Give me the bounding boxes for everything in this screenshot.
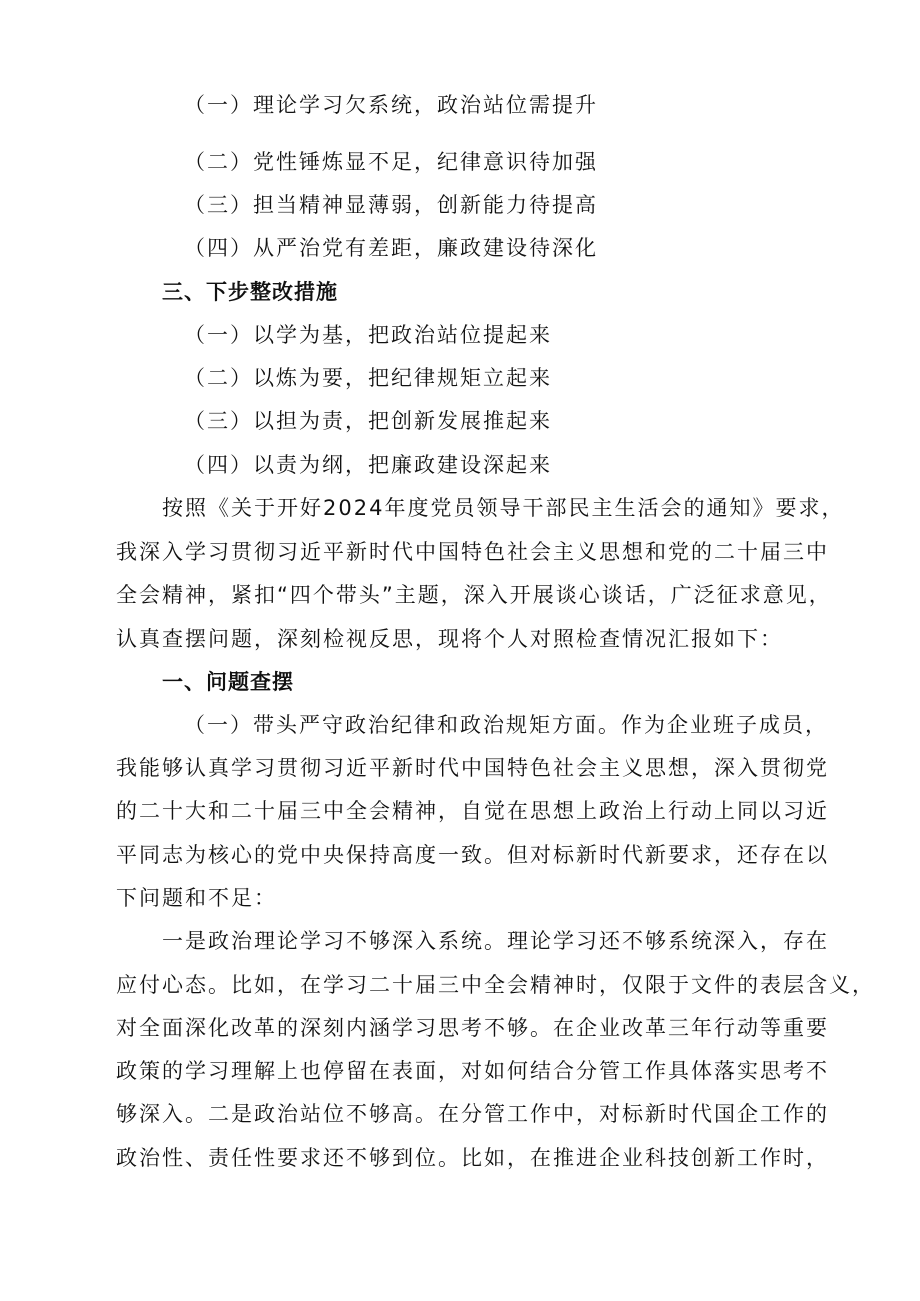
problem-detail-line-5: 够深入。二是政治站位不够高。在分管工作中，对标新时代国企工作的 — [116, 1102, 829, 1126]
problem-outline-item-1: （一）理论学习欠系统，政治站位需提升 — [184, 93, 598, 117]
intro-paragraph-line-3: 全会精神，紧扣“四个带头”主题，深入开展谈心谈话，广泛征求意见， — [116, 583, 832, 607]
subsection-one-line-2: 我能够认真学习贯彻习近平新时代中国特色社会主义思想，深入贯彻党 — [116, 756, 829, 780]
problem-detail-line-4: 政策的学习理解上也停留在表面，对如何结合分管工作具体落实思考不 — [116, 1059, 829, 1083]
intro-paragraph-line-2: 我深入学习贯彻习近平新时代中国特色社会主义思想和党的二十届三中 — [116, 540, 829, 564]
problem-detail-line-3: 对全面深化改革的深刻内涵学习思考不够。在企业改革三年行动等重要 — [116, 1016, 829, 1040]
subsection-one-line-5: 下问题和不足： — [116, 886, 277, 910]
subsection-one-line-4: 平同志为核心的党中央保持高度一致。但对标新时代新要求，还存在以 — [116, 843, 829, 867]
measure-outline-item-2: （二）以炼为要，把纪律规矩立起来 — [184, 366, 552, 390]
problem-detail-line-2: 应付心态。比如，在学习二十届三中全会精神时，仅限于文件的表层含义， — [116, 973, 875, 997]
measure-outline-item-3: （三）以担为责，把创新发展推起来 — [184, 409, 552, 433]
subsection-one-line-3: 的二十大和二十届三中全会精神，自觉在思想上政治上行动上同以习近 — [116, 799, 829, 823]
problem-outline-item-3: （三）担当精神显薄弱，创新能力待提高 — [184, 193, 598, 217]
problem-outline-item-4: （四）从严治党有差距，廉政建设待深化 — [184, 236, 598, 260]
intro-paragraph-line-1: 按照《关于开好2024年度党员领导干部民主生活会的通知》要求， — [162, 496, 845, 520]
section-three-heading: 三、下步整改措施 — [162, 280, 338, 304]
intro-paragraph-line-4: 认真查摆问题，深刻检视反思，现将个人对照检查情况汇报如下： — [116, 627, 783, 651]
problem-outline-item-2: （二）党性锤炼显不足，纪律意识待加强 — [184, 150, 598, 174]
measure-outline-item-1: （一）以学为基，把政治站位提起来 — [184, 323, 552, 347]
measure-outline-item-4: （四）以责为纲，把廉政建设深起来 — [184, 453, 552, 477]
subsection-one-line-1: （一）带头严守政治纪律和政治规矩方面。作为企业班子成员， — [184, 713, 828, 737]
problem-detail-line-6: 政治性、责任性要求还不够到位。比如，在推进企业科技创新工作时， — [116, 1146, 829, 1170]
problem-detail-line-1: 一是政治理论学习不够深入系统。理论学习还不够系统深入，存在 — [162, 929, 829, 953]
section-one-heading: 一、问题查摆 — [162, 670, 294, 694]
